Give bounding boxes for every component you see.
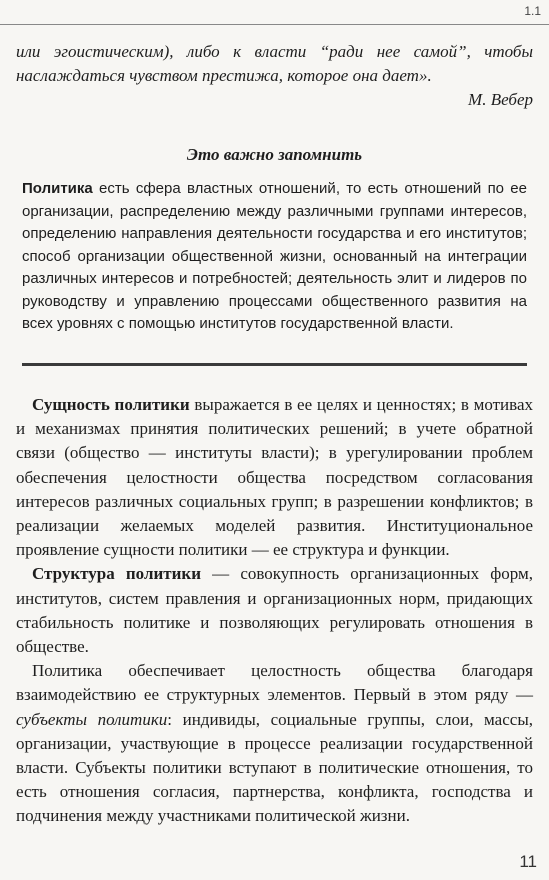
header-rule bbox=[0, 24, 549, 25]
paragraph-subjects bbox=[16, 659, 533, 828]
quote-author: М. Вебер bbox=[468, 90, 533, 109]
quote-text: или эгоистическим), либо к власти “ради нее самой”, чтобы наслаждаться чувством престижа, которое она дает». bbox=[16, 42, 533, 85]
box-title: Это важно запомнить bbox=[186, 145, 363, 164]
definition-term: Политика bbox=[22, 180, 93, 197]
definition-text: есть сфера властных отношений, то есть отношений по ее организации, распределению между различными группами интересов, определению направления деятельности государства и его институтов; способ организации общественной жизни, основанный на интеграции различных интересов и потребностей; деятельность элит и лидеров по руководству и управлению процессами общественного развития на всех уровнях с помощью институтов государственной власти. bbox=[22, 180, 527, 332]
essence-text: выражается в ее целях и ценностях; в мотивах и механизмах принятия политических решений; в учете обратной связи (общество — институты власти); в урегулировании проблем обеспечения целостности общества посредством согласования интересов различных социальных групп; в разрешении конфликтов; в реализации желаемых моделей развития. Институциональное проявление сущности политики — ее структура и функции. bbox=[16, 395, 534, 560]
structure-term: Структура политики bbox=[32, 564, 202, 584]
epigraph-quote bbox=[16, 40, 533, 112]
subjects-text-before: Политика обеспечивает целостность общества благодаря взаимодействию ее структурных элементов. Первый в этом ряду — bbox=[16, 661, 533, 705]
paragraph-essence bbox=[16, 393, 533, 562]
subjects-text-after: : индивиды, социальные группы, слои, массы, организации, участвующие в процессе реализации государственной власти. Субъекты политики вступают в политические отношения, то есть отношения согласия, партнерства, конфликта, господства и подчинения между участниками политической жизни. bbox=[16, 709, 533, 826]
definition-box bbox=[22, 178, 527, 336]
definition-paragraph bbox=[22, 178, 527, 336]
main-text bbox=[16, 393, 533, 829]
section-number: 1.1 bbox=[524, 4, 541, 18]
box-bottom-rule bbox=[22, 363, 527, 366]
subjects-term: субъекты политики bbox=[16, 709, 168, 729]
structure-text: — совокупность организационных форм, институтов, систем правления и организационных норм, придающих стабильность политике и позволяющих регулировать отношения в обществе. bbox=[16, 564, 534, 657]
paragraph-structure bbox=[16, 562, 533, 659]
page-number: 11 bbox=[519, 852, 537, 871]
essence-term: Сущность политики bbox=[32, 395, 190, 414]
